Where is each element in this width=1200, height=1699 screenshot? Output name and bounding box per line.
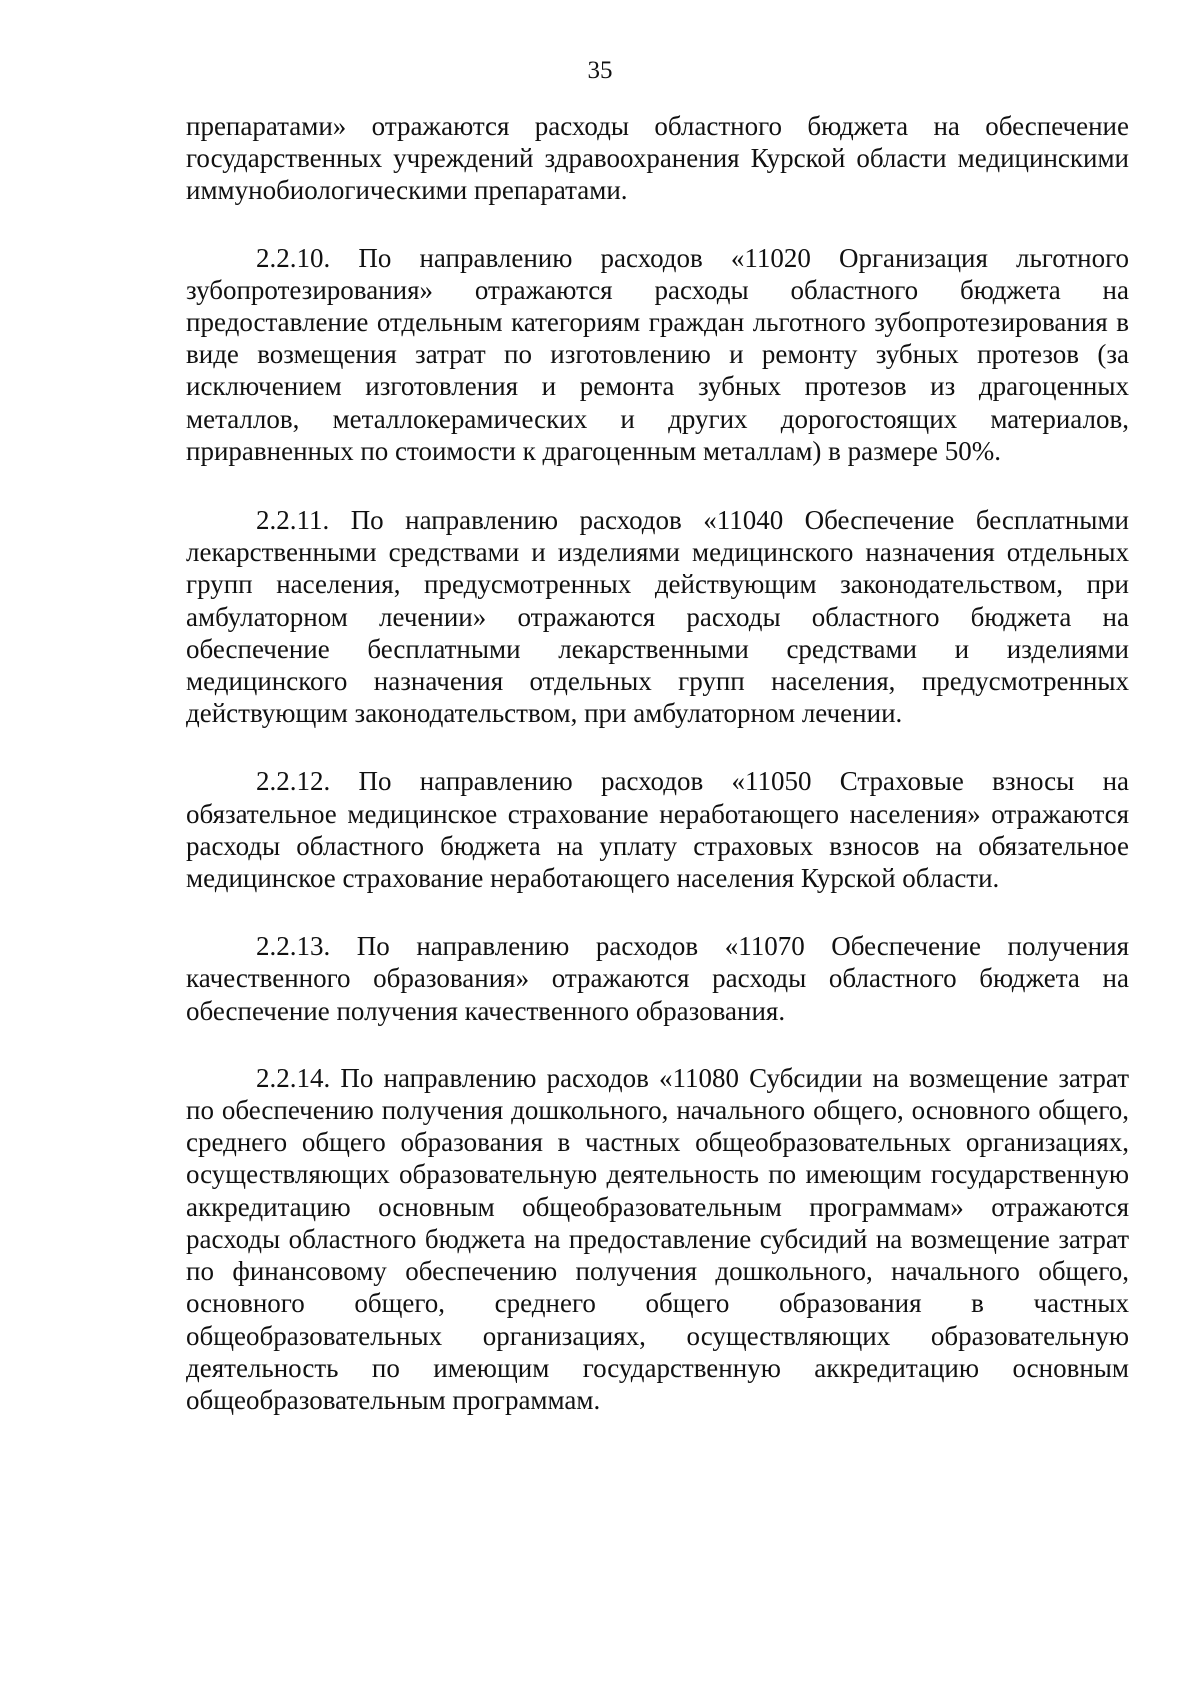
document-body [186, 110, 1129, 1416]
page-number: 35 [587, 57, 613, 84]
paragraph-continuation: препаратами» отражаются расходы областного бюджета на обеспечение государственных учреждений здравоохранения Курской области медицинскими иммунобиологическими препаратами. [186, 111, 1129, 206]
paragraph-2-2-14: 2.2.14. По направлению расходов «11080 Субсидии на возмещение затрат по обеспечению получения дошкольного, начального общего, основного общего, среднего общего образования в частных общеобразовательных организациях, осуществляющих образовательную деятельность по имеющим государственную аккредитацию основным общеобразовательным программам» отражаются расходы областного бюджета на предоставление субсидий на возмещение затрат по финансовому обеспечению получения дошкольного, начального общего, основного общего, среднего общего образования в частных общеобразовательных организациях, осуществляющих образовательную деятельность по имеющим государственную аккредитацию основным общеобразовательным программам. [186, 1062, 1129, 1415]
paragraph-2-2-12: 2.2.12. По направлению расходов «11050 Страховые взносы на обязательное медицинское страхование неработающего населения» отражаются расходы областного бюджета на уплату страховых взносов на обязательное медицинское страхование неработающего населения Курской области. [186, 766, 1129, 894]
paragraph-2-2-11: 2.2.11. По направлению расходов «11040 Обеспечение бесплатными лекарственными средствами и изделиями медицинского назначения отдельных групп населения, предусмотренных действующим законодательством, при амбулаторном лечении» отражаются расходы областного бюджета на обеспечение бесплатными лекарственными средствами и изделиями медицинского назначения отдельных групп населения, предусмотренных действующим законодательством, при амбулаторном лечении. [186, 505, 1129, 729]
paragraph-2-2-10: 2.2.10. По направлению расходов «11020 Организация льготного зубопротезирования» отражаются расходы областного бюджета на предоставление отдельным категориям граждан льготного зубопротезирования в виде возмещения затрат по изготовлению и ремонту зубных протезов (за исключением изготовления и ремонта зубных протезов из драгоценных металлов, металлокерамических и других дорогостоящих материалов, приравненных по стоимости к драгоценным металлам) в размере 50%. [186, 242, 1129, 466]
paragraph-2-2-13: 2.2.13. По направлению расходов «11070 Обеспечение получения качественного образования» отражаются расходы областного бюджета на обеспечение получения качественного образования. [186, 931, 1129, 1026]
